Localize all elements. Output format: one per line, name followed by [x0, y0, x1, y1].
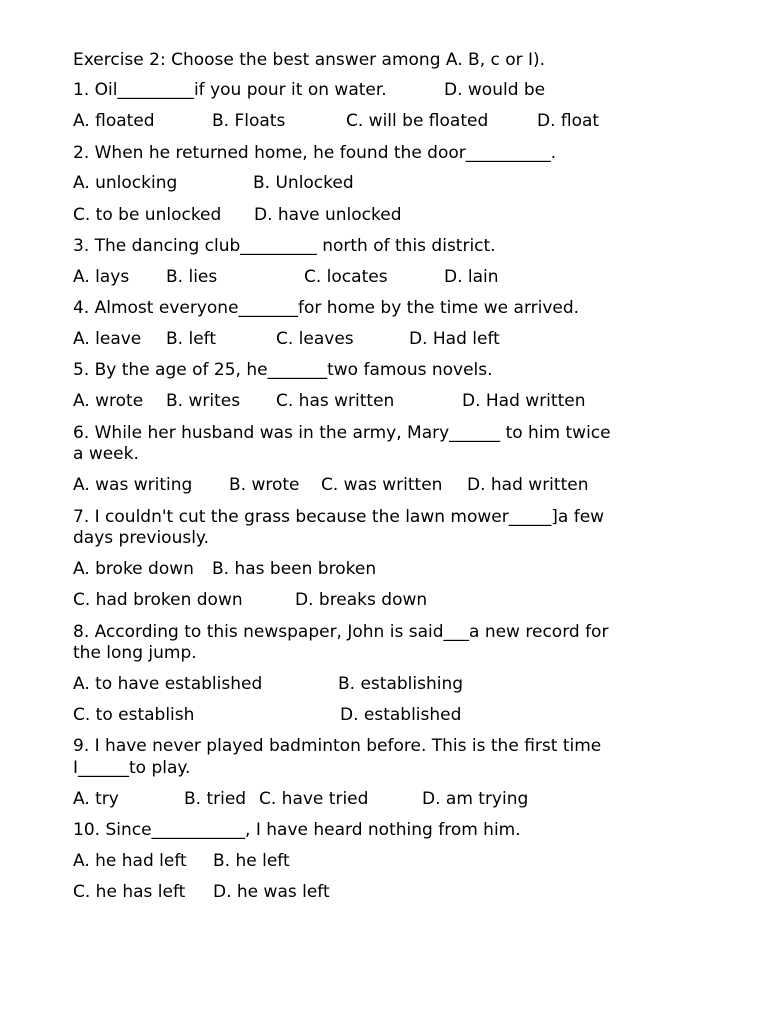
question-5-options — [0, 390, 768, 412]
question-4-option-a: A. leave — [73, 329, 142, 349]
question-9-text-line-1: 9. I have never played badminton before. This is the first time — [73, 736, 602, 756]
question-3-option-a: A. lays — [73, 267, 130, 287]
question-3-text: 3. The dancing club_________ north of this district. — [73, 236, 496, 256]
question-4-option-b: B. left — [166, 329, 217, 349]
question-9-option-b: B. tried — [184, 789, 247, 809]
question-10-options-row-2 — [0, 881, 768, 903]
question-8-prompt-line-1 — [0, 621, 768, 643]
question-9-option-a: A. try — [73, 789, 119, 809]
question-1-option-b: B. Floats — [212, 111, 286, 131]
question-1-options — [0, 110, 768, 132]
question-6-option-d: D. had written — [467, 475, 589, 495]
question-7-options-row-1 — [0, 558, 768, 580]
question-5-text: 5. By the age of 25, he_______two famous novels. — [73, 360, 493, 380]
question-6-option-c: C. was written — [321, 475, 443, 495]
question-8-text-line-1: 8. According to this newspaper, John is said___a new record for — [73, 622, 609, 642]
question-1-option-c: C. will be floated — [346, 111, 489, 131]
question-2-option-d: D. have unlocked — [254, 205, 402, 225]
question-2-option-b: B. Unlocked — [253, 173, 354, 193]
question-8-option-c: C. to establish — [73, 705, 195, 725]
question-3-options — [0, 266, 768, 288]
question-4-text: 4. Almost everyone_______for home by the time we arrived. — [73, 298, 580, 318]
question-1-inline-option-d: D. would be — [444, 80, 546, 100]
question-5-option-b: B. writes — [166, 391, 241, 411]
question-7-option-a: A. broke down — [73, 559, 194, 579]
question-7-prompt-line-2 — [0, 527, 768, 549]
question-4-prompt — [0, 297, 768, 319]
question-5-option-c: C. has written — [276, 391, 395, 411]
question-3-option-c: C. locates — [304, 267, 388, 287]
question-3-prompt — [0, 235, 768, 257]
question-8-options-row-1 — [0, 673, 768, 695]
question-6-prompt-line-2 — [0, 443, 768, 465]
question-7-text-line-2: days previously. — [73, 528, 209, 548]
exercise-title-text: Exercise 2: Choose the best answer among A. B, c or I). — [73, 50, 546, 70]
question-9-options — [0, 788, 768, 810]
question-9-prompt-line-2 — [0, 757, 768, 779]
question-2-option-a: A. unlocking — [73, 173, 178, 193]
question-7-options-row-2 — [0, 589, 768, 611]
question-6-options — [0, 474, 768, 496]
question-4-option-c: C. leaves — [276, 329, 354, 349]
question-2-option-c: C. to be unlocked — [73, 205, 222, 225]
question-9-option-c: C. have tried — [259, 789, 369, 809]
question-1-option-d: D. float — [537, 111, 600, 131]
question-8-option-a: A. to have established — [73, 674, 263, 694]
question-5-option-d: D. Had written — [462, 391, 586, 411]
question-10-option-d: D. he was left — [213, 882, 330, 902]
question-10-text: 10. Since___________, I have heard nothing from him. — [73, 820, 521, 840]
question-2-text: 2. When he returned home, he found the door__________. — [73, 143, 557, 163]
question-10-option-b: B. he left — [213, 851, 290, 871]
question-6-prompt-line-1 — [0, 422, 768, 444]
question-7-text-line-1: 7. I couldn't cut the grass because the lawn mower_____]a few — [73, 507, 605, 527]
question-4-options — [0, 328, 768, 350]
question-3-option-b: B. lies — [166, 267, 218, 287]
question-8-prompt-line-2 — [0, 642, 768, 664]
question-9-option-d: D. am trying — [422, 789, 529, 809]
question-8-option-b: B. establishing — [338, 674, 464, 694]
question-8-options-row-2 — [0, 704, 768, 726]
question-10-prompt — [0, 819, 768, 841]
question-2-prompt — [0, 142, 768, 164]
question-6-option-b: B. wrote — [229, 475, 300, 495]
question-6-option-a: A. was writing — [73, 475, 193, 495]
question-9-text-line-2: I______to play. — [73, 758, 191, 778]
question-7-option-b: B. has been broken — [212, 559, 377, 579]
question-1-text: 1. Oil_________if you pour it on water. — [73, 80, 387, 100]
question-2-options-row-1 — [0, 172, 768, 194]
question-9-prompt-line-1 — [0, 735, 768, 757]
question-7-option-c: C. had broken down — [73, 590, 243, 610]
question-10-options-row-1 — [0, 850, 768, 872]
question-2-options-row-2 — [0, 204, 768, 226]
question-8-option-d: D. established — [340, 705, 462, 725]
question-10-option-a: A. he had left — [73, 851, 187, 871]
exercise-title — [0, 49, 768, 71]
question-7-prompt-line-1 — [0, 506, 768, 528]
question-10-option-c: C. he has left — [73, 882, 186, 902]
question-7-option-d: D. breaks down — [295, 590, 428, 610]
question-5-prompt — [0, 359, 768, 381]
question-3-option-d: D. lain — [444, 267, 499, 287]
question-5-option-a: A. wrote — [73, 391, 144, 411]
question-1-option-a: A. floated — [73, 111, 155, 131]
question-6-text-line-1: 6. While her husband was in the army, Mary______ to him twice — [73, 423, 611, 443]
question-1-prompt — [0, 79, 768, 101]
question-4-option-d: D. Had left — [409, 329, 500, 349]
question-6-text-line-2: a week. — [73, 444, 139, 464]
question-8-text-line-2: the long jump. — [73, 643, 197, 663]
